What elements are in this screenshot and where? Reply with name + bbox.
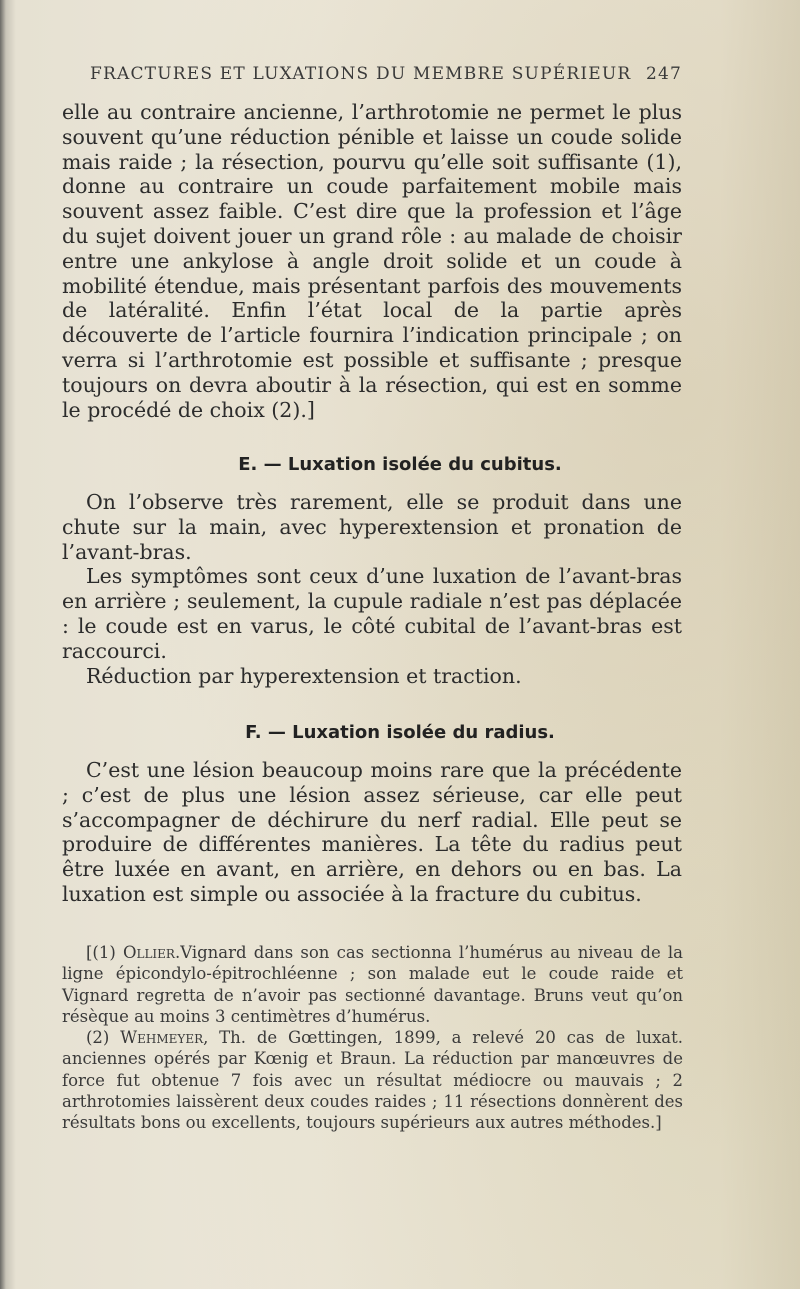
section-heading-e: E. — Luxation isolée du cubitus. <box>238 454 562 475</box>
footnote-text: Th. de Gœttingen, 1899, a relevé 20 cas de luxat. anciennes opérés par Kœnig et Braun. La réduction par manœuvres de force fut obtenue 7 fois avec un résultat médiocre ou mauvais ; 2 arthrotomies laissèrent deux coudes raides ; 11 résections donnèrent des résultats bons ou excellents, toujours supérieurs aux autres méthodes.] <box>62 1028 683 1133</box>
section-e-body <box>62 490 682 688</box>
paragraph-text: elle au contraire ancienne, l’arthrotomie ne permet le plus souvent qu’une réduction pénible et laisse un coude solide mais raide ; la résection, pourvu qu’elle soit suffisante (1), donne au contraire un coude parfaitement mobile mais souvent assez faible. C’est dire que la profession et l’âge du sujet doivent jouer un grand rôle : au malade de choisir entre une ankylose à angle droit solide et un coude à mobilité étendue, mais présentant parfois des mouvements de latéralité. Enfin l’état local de la partie après découverte de l’article fournira l’indication principale ; on verra si l’arthrotomie est possible et suffisante ; presque toujours on devra aboutir à la résection, qui est en somme le procédé de choix (2).] <box>62 100 682 422</box>
paragraph-text: Réduction par hyperextension et traction. <box>86 663 522 688</box>
section-f-body <box>62 758 682 907</box>
running-head <box>90 64 682 88</box>
footnote-marker: (2) <box>86 1028 110 1048</box>
footnote-text: Vignard dans son cas sectionna l’humérus au niveau de la ligne épicondylo-épitrochléenne ; son malade eut le coude raide et Vignard regretta de n’avoir pas sectionné davantage. Bruns veut qu’on résèque au moins 3 centimètres d’humérus. <box>62 943 683 1026</box>
page-number: 247 <box>645 64 682 84</box>
footnote-2 <box>62 1027 683 1133</box>
footnote-1 <box>62 942 683 1027</box>
continuation-paragraph <box>62 100 682 422</box>
paragraph-text: C’est une lésion beaucoup moins rare que la précédente ; c’est de plus une lésion assez sérieuse, car elle peut s’accompagner de déchirure du nerf radial. Elle peut se produire de différentes manières. La tête du radius peut être luxée en avant, en arrière, en dehors ou en bas. La luxation est simple ou associée à la fracture du cubitus. <box>62 758 682 906</box>
footnotes <box>62 942 683 1134</box>
paragraph-text: Les symptômes sont ceux d’une luxation de l’avant-bras en arrière ; seulement, la cupule radiale n’est pas déplacée : le coude est en varus, le côté cubital de l’avant-bras est raccourci. <box>62 564 682 663</box>
paragraph-text: On l’observe très rarement, elle se produit dans une chute sur la main, avec hyperextension et pronation de l’avant-bras. <box>62 490 682 564</box>
section-heading-f: F. — Luxation isolée du radius. <box>245 722 555 743</box>
running-title: FRACTURES ET LUXATIONS DU MEMBRE SUPÉRIEUR <box>90 64 632 84</box>
footnote-marker: [(1) <box>86 943 116 962</box>
footnote-author: Ollier. <box>122 943 181 962</box>
footnote-author: Wehmeyer, <box>120 1028 209 1048</box>
